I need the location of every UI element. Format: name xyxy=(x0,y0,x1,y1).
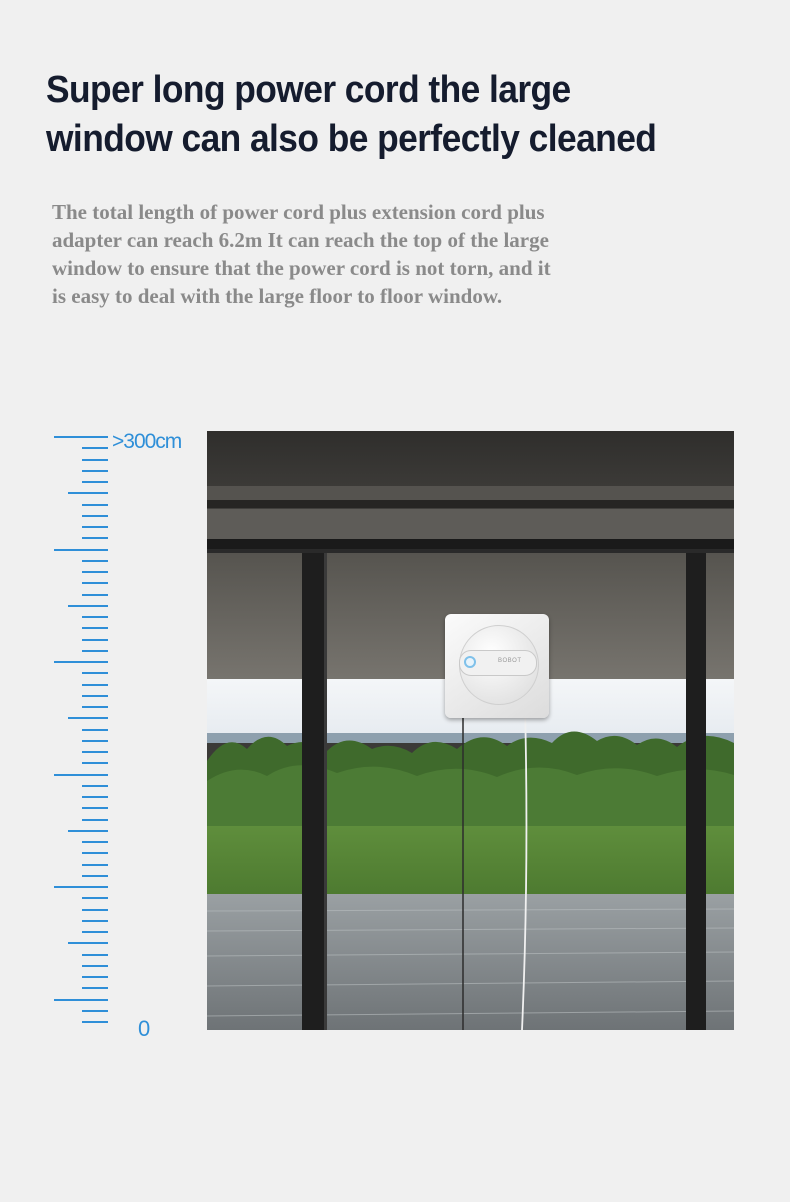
ruler-tick xyxy=(82,650,108,652)
ruler-tick xyxy=(82,819,108,821)
ruler-tick xyxy=(82,852,108,854)
ruler-tick xyxy=(82,594,108,596)
headline-line-2: window can also be perfectly cleaned xyxy=(46,118,657,160)
ruler-tick xyxy=(82,504,108,506)
ruler-tick xyxy=(54,549,108,551)
ruler-tick xyxy=(82,785,108,787)
ruler-tick xyxy=(54,436,108,438)
ruler-tick xyxy=(82,762,108,764)
headline-line-1: Super long power cord the large xyxy=(46,69,571,111)
ruler-tick xyxy=(82,740,108,742)
description-line-3: window to ensure that the power cord is not torn, and it xyxy=(52,256,551,280)
ruler-tick xyxy=(68,942,108,944)
ruler-tick xyxy=(82,751,108,753)
ruler-tick xyxy=(82,537,108,539)
ruler-tick xyxy=(82,459,108,461)
ruler-tick xyxy=(82,909,108,911)
ruler-tick xyxy=(82,639,108,641)
ruler-tick xyxy=(82,560,108,562)
ruler-tick xyxy=(82,987,108,989)
robot-power-button-icon xyxy=(464,656,476,668)
height-ruler xyxy=(54,430,204,1040)
ruler-top-label: >300cm xyxy=(112,430,182,453)
ruler-tick xyxy=(54,886,108,888)
ruler-tick xyxy=(82,864,108,866)
ruler-tick xyxy=(82,931,108,933)
ruler-tick xyxy=(82,447,108,449)
ruler-tick xyxy=(82,897,108,899)
ruler-tick xyxy=(82,684,108,686)
window-cleaning-robot xyxy=(445,614,549,718)
ruler-tick xyxy=(82,571,108,573)
ruler-tick xyxy=(68,492,108,494)
ruler-tick xyxy=(82,841,108,843)
description xyxy=(52,198,672,310)
ruler-tick xyxy=(82,1010,108,1012)
ruler-tick xyxy=(82,582,108,584)
ruler-tick xyxy=(82,706,108,708)
ruler-tick xyxy=(82,729,108,731)
robot-control-plate xyxy=(459,650,537,676)
ruler-tick xyxy=(68,605,108,607)
ruler-tick xyxy=(82,807,108,809)
ruler-tick xyxy=(82,1021,108,1023)
description-line-1: The total length of power cord plus extension cord plus xyxy=(52,200,545,224)
ruler-tick xyxy=(68,830,108,832)
ruler-tick xyxy=(82,695,108,697)
ruler-tick xyxy=(82,920,108,922)
ruler-tick xyxy=(82,515,108,517)
window-scene-illustration xyxy=(207,431,734,1030)
description-line-2: adapter can reach 6.2m It can reach the top of the large xyxy=(52,228,549,252)
ruler-tick xyxy=(82,672,108,674)
ruler-tick xyxy=(54,774,108,776)
ruler-tick xyxy=(82,526,108,528)
ruler-tick xyxy=(82,875,108,877)
ruler-tick xyxy=(82,470,108,472)
ruler-tick xyxy=(82,965,108,967)
headline xyxy=(46,66,697,164)
ruler-tick xyxy=(82,796,108,798)
ruler-tick xyxy=(82,627,108,629)
ruler-bottom-label: 0 xyxy=(138,1016,151,1041)
window-photo xyxy=(207,431,734,1030)
robot-logo: BOBOT xyxy=(498,658,522,664)
ruler-tick xyxy=(82,481,108,483)
ruler-tick xyxy=(82,976,108,978)
description-line-4: is easy to deal with the large floor to floor window. xyxy=(52,284,503,308)
ruler-tick xyxy=(68,717,108,719)
ruler-tick xyxy=(54,999,108,1001)
ruler-tick xyxy=(54,661,108,663)
ruler-tick xyxy=(82,954,108,956)
ruler-tick xyxy=(82,616,108,618)
